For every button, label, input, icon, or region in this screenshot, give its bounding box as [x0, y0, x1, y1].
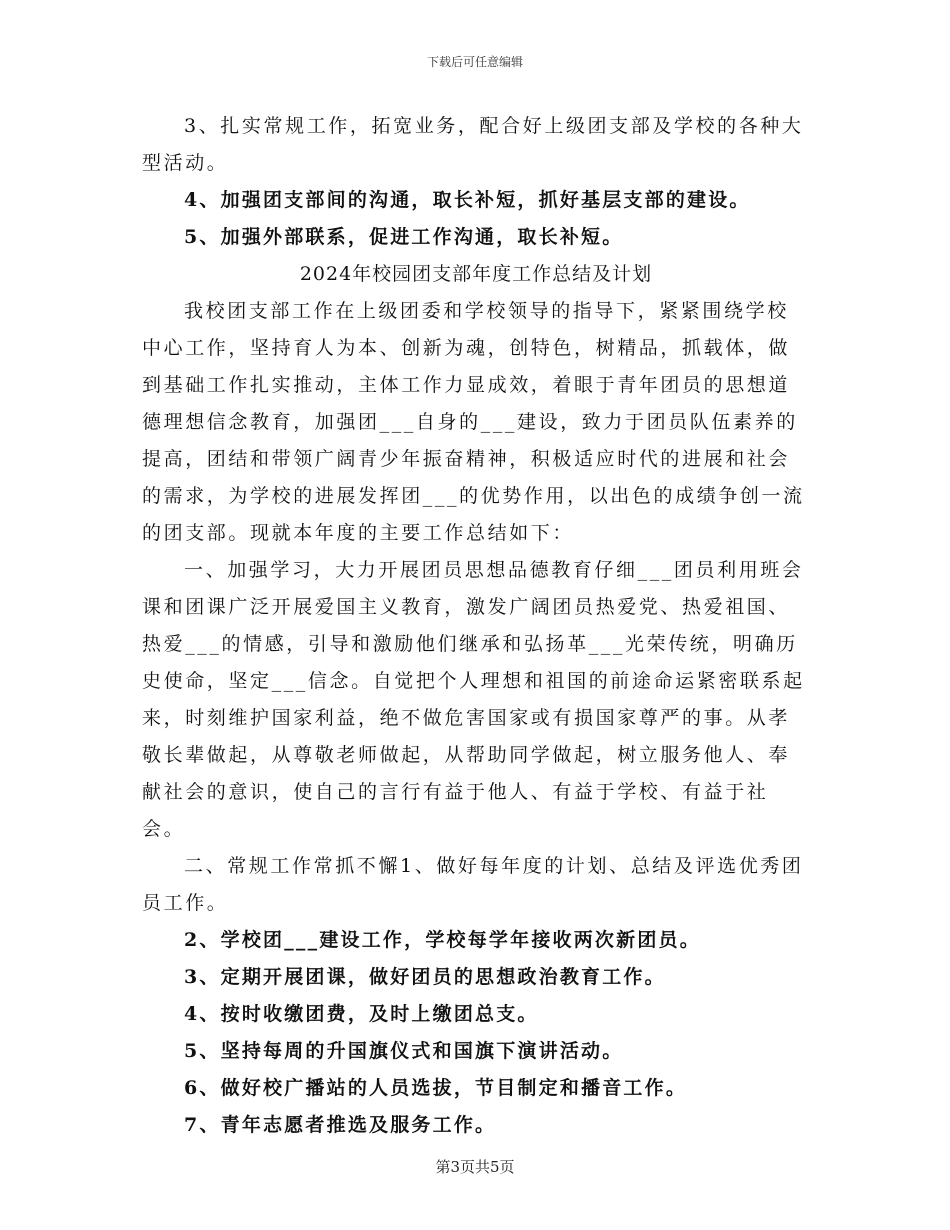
list-item: 2、学校团___建设工作，学校每学年接收两次新团员。 — [184, 929, 701, 951]
list-item: 7、青年志愿者推选及服务工作。 — [184, 1114, 497, 1136]
section-title: 2024年校园团支部年度工作总结及计划 — [299, 263, 653, 285]
document-body — [142, 108, 810, 1144]
paragraph-intro: 我校团支部工作在上级团委和学校领导的指导下，紧紧围绕学校中心工作，坚持育人为本、创新为魂，创特色，树精品，抓载体，做到基础工作扎实推动，主体工作力显成效，着眼于青年团员的思想道德理想信念教育，加强团___自身的___建设，致力于团员队伍素养的提高，团结和带领广阔青少年振奋精神，积极适应时代的进展和社会的需求，为学校的进展发挥团___的优势作用，以出色的成绩争创一流的团支部。现就本年度的主要工作总结如下： — [142, 300, 805, 544]
paragraph-section-two: 二、常规工作常抓不懈1、做好每年度的计划、总结及评选优秀团员工作。 — [142, 855, 804, 914]
page-number: 第3页共5页 — [435, 1158, 515, 1176]
list-item: 6、做好校广播站的人员选拔，节目制定和播音工作。 — [184, 1077, 688, 1099]
paragraph-item-4: 4、加强团支部间的沟通，取长补短，抓好基层支部的建设。 — [184, 189, 751, 211]
page-header: 下载后可任意编辑 — [426, 55, 523, 69]
paragraph-item-3: 3、扎实常规工作，拓宽业务，配合好上级团支部及学校的各种大型活动。 — [142, 115, 804, 174]
list-item: 3、定期开展团课，做好团员的思想政治教育工作。 — [184, 966, 666, 988]
list-item: 4、按时收缴团费，及时上缴团总支。 — [184, 1003, 539, 1025]
list-item: 5、坚持每周的升国旗仪式和国旗下演讲活动。 — [184, 1040, 624, 1062]
paragraph-item-5: 5、加强外部联系，促进工作沟通，取长补短。 — [184, 226, 624, 248]
paragraph-section-one: 一、加强学习，大力开展团员思想品德教育仔细___团员利用班会课和团课广泛开展爱国主义教育，激发广阔团员热爱党、热爱祖国、热爱___的情感，引导和激励他们继承和弘扬革___光荣传统，明确历史使命，坚定___信念。自觉把个人理想和祖国的前途命运紧密联系起来，时刻维护国家利益，绝不做危害国家或有损国家尊严的事。从孝敬长辈做起，从尊敬老师做起，从帮助同学做起，树立服务他人、奉献社会的意识，使自己的言行有益于他人、有益于学校、有益于社会。 — [142, 559, 805, 840]
